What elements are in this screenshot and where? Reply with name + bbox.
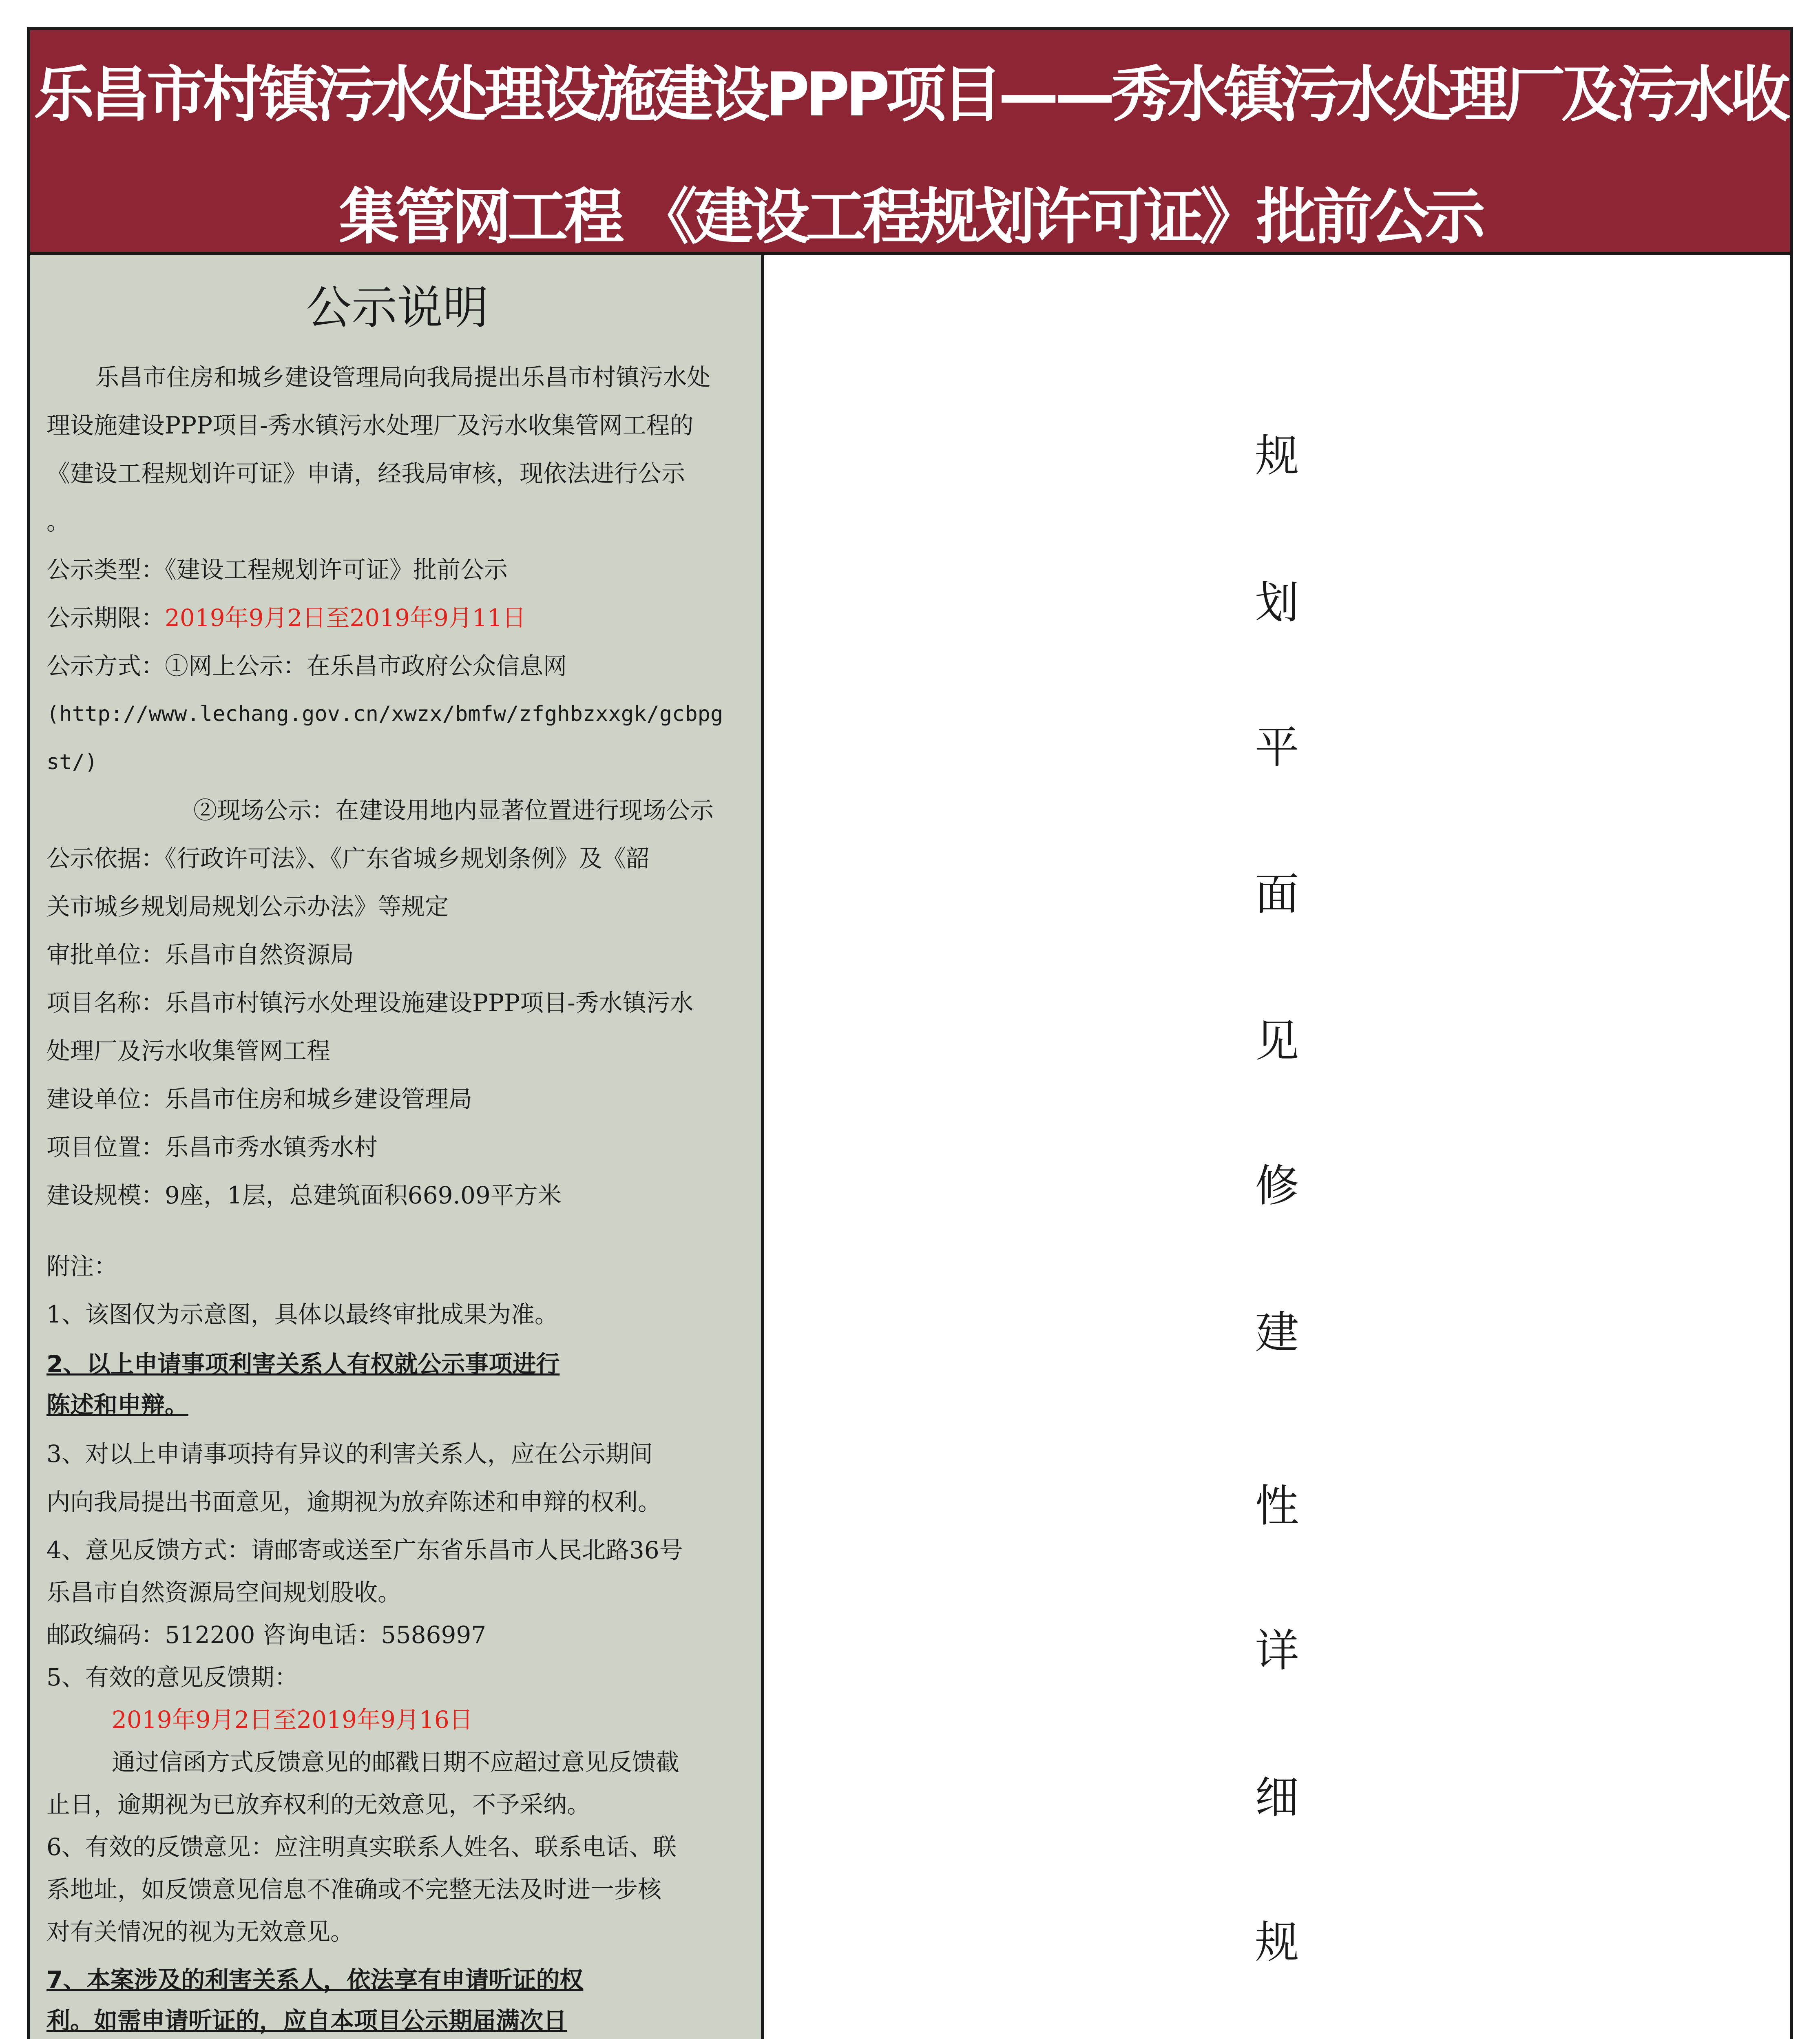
method-url-2[interactable]: st/) — [46, 750, 98, 774]
note-6-line-1: 6、有效的反馈意见：应注明真实联系人姓名、联系电话、联 — [46, 1833, 677, 1861]
method-online: 公示方式：①网上公示：在乐昌市政府公众信息网 — [46, 652, 567, 680]
note-3-line-2: 内向我局提出书面意见，逾期视为放弃陈述和申辩的权利。 — [46, 1488, 662, 1516]
notice-type: 公示类型：《建设工程规划许可证》批前公示 — [46, 556, 508, 584]
note-4-line-2: 乐昌市自然资源局空间规划股收。 — [46, 1579, 402, 1606]
method-onsite: ②现场公示：在建设用地内显著位置进行现场公示 — [193, 796, 714, 824]
intro-line-2: 理设施建设PPP项目-秀水镇污水处理厂及污水收集管网工程的 — [46, 411, 694, 439]
notice-header — [27, 27, 1793, 255]
notice-body — [27, 255, 1793, 2039]
notice-period — [46, 594, 748, 642]
plan-char-2: 划 — [1255, 577, 1299, 628]
basis-line-2: 关市城乡规划局规划公示办法》等规定 — [46, 893, 449, 920]
note-5-line-2: 通过信函方式反馈意见的邮戳日期不应超过意见反馈截 — [112, 1748, 680, 1776]
note-4-line-3: 邮政编码：512200 咨询电话：5586997 — [46, 1621, 487, 1649]
project-name-2: 处理厂及污水收集管网工程 — [46, 1037, 331, 1065]
title-line-2: 集管网工程 《建设工程规划许可证》批前公示 — [338, 182, 1482, 252]
period-label: 公示期限： — [46, 604, 165, 632]
note-7-line-2: 利。如需申请听证的，应自本项目公示期届满次日 — [46, 2007, 567, 2035]
note-5-date: 2019年9月2日至2019年9月16日 — [112, 1706, 473, 1734]
title-line-1: 乐昌市村镇污水处理设施建设PPP项目——秀水镇污水处理厂及污水收 — [33, 60, 1787, 130]
plan-char-11: 规 — [1255, 1917, 1299, 1968]
plan-drawing-panel — [764, 255, 1790, 2039]
note-4-line-1: 4、意见反馈方式：请邮寄或送至广东省乐昌市人民北路36号 — [46, 1536, 683, 1564]
notice-heading: 公示说明 — [306, 281, 489, 334]
note-7-line-3 — [46, 2037, 748, 2039]
note-1: 1、该图仅为示意图，具体以最终审批成果为准。 — [46, 1300, 558, 1328]
approver: 审批单位：乐昌市自然资源局 — [46, 941, 354, 969]
note-3-line-1: 3、对以上申请事项持有异议的利害关系人，应在公示期间 — [46, 1440, 653, 1468]
project-name-1: 项目名称：乐昌市村镇污水处理设施建设PPP项目-秀水镇污水 — [46, 989, 694, 1017]
plan-char-3: 平 — [1255, 722, 1299, 773]
note-6-line-2: 系地址，如反馈意见信息不准确或不完整无法及时进一步核 — [46, 1875, 662, 1903]
note-2-line-2: 陈述和申辩。 — [46, 1391, 189, 1419]
plan-char-1: 规 — [1255, 431, 1299, 482]
intro-line-1: 乐昌市住房和城乡建设管理局向我局提出乐昌市村镇污水处 — [95, 363, 711, 391]
note-6-line-3: 对有关情况的视为无效意见。 — [46, 1918, 354, 1946]
plan-char-9: 详 — [1255, 1625, 1299, 1676]
plan-char-8: 性 — [1255, 1481, 1299, 1532]
builder: 建设单位：乐昌市住房和城乡建设管理局 — [46, 1085, 473, 1113]
project-location: 项目位置：乐昌市秀水镇秀水村 — [46, 1133, 378, 1161]
period-value: 2019年9月2日至2019年9月11日 — [165, 604, 526, 632]
notice-description-panel — [30, 255, 764, 2039]
plan-char-4: 面 — [1255, 869, 1299, 920]
note-7-line-1: 7、本案涉及的利害关系人，依法享有申请听证的权 — [46, 1966, 584, 1994]
intro-line-3: 《建设工程规划许可证》申请，经我局审核，现依法进行公示 — [46, 460, 686, 487]
plan-char-6: 修 — [1255, 1161, 1299, 1212]
method-url-1[interactable]: (http://www.lechang.gov.cn/xwzx/bmfw/zfghbzxxgk/gcbpg — [46, 702, 723, 726]
intro-line-4: 。 — [46, 508, 71, 535]
notes-title: 附注： — [46, 1252, 118, 1280]
plan-char-10: 细 — [1255, 1772, 1299, 1823]
note-5-line-1: 5、有效的意见反馈期： — [46, 1663, 298, 1691]
project-scale: 建设规模：9座，1层，总建筑面积669.09平方米 — [46, 1181, 562, 1209]
note-5-line-3: 止日，逾期视为已放弃权利的无效意见，不予采纳。 — [46, 1791, 591, 1818]
basis-line-1: 公示依据：《行政许可法》、《广东省城乡规划条例》及《韶 — [46, 845, 650, 872]
plan-char-7: 建 — [1255, 1307, 1299, 1358]
plan-char-5: 见 — [1255, 1016, 1299, 1067]
note-2-line-1: 2、以上申请事项利害关系人有权就公示事项进行 — [46, 1350, 560, 1378]
